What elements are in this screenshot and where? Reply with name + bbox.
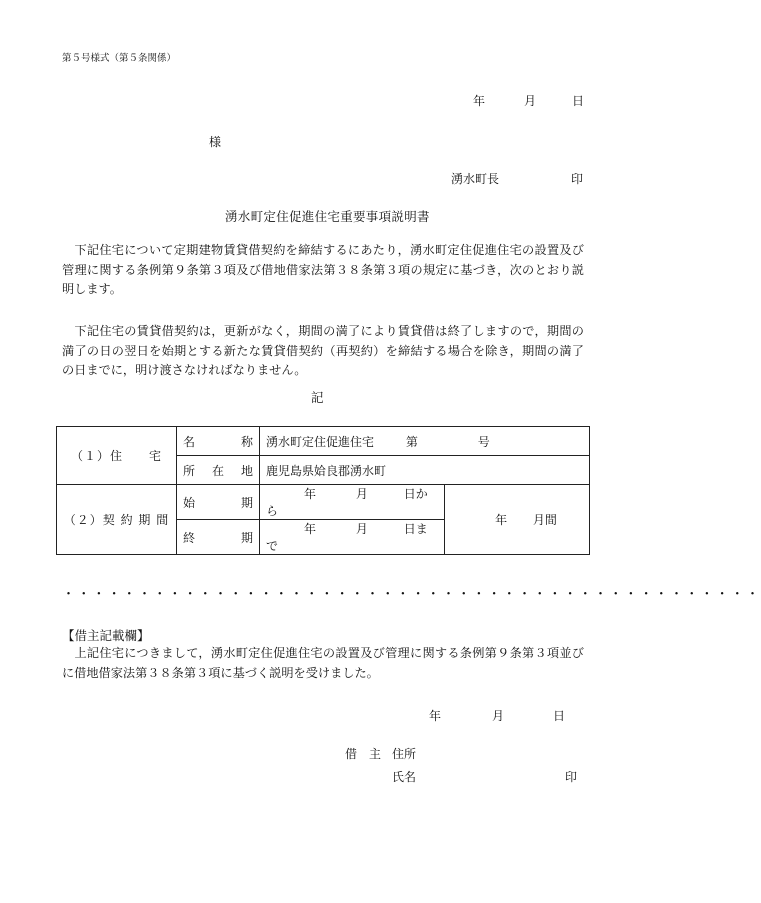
section-housing — [57, 427, 177, 485]
value-period-length — [445, 485, 590, 555]
value-housing-name — [260, 427, 590, 456]
cut-line-separator: ・・・・・・・・・・・・・・・・・・・・・・・・・・・・・・・・・・・・・・・・・・・・・・ — [62, 587, 761, 602]
housing-dai: 第 — [405, 434, 418, 449]
section-contract-period — [57, 485, 177, 555]
period-year: 年 — [495, 513, 508, 527]
end-day: 日まで — [266, 522, 428, 553]
borrower-label: 借 主 — [345, 747, 382, 761]
explanation-paragraph-2: 下記住宅の賃貸借契約は，更新がなく，期間の満了により賃貸借は終了しますので，期間の満了の日の翌日を始期とする新たな賃貸借契約（再契約）を締結する場合を除き，期間の満了の日までに，明け渡さなければなりません。 — [62, 324, 584, 377]
footer-date-day: 日 — [553, 709, 566, 723]
issuer: 湧水町長 — [451, 172, 500, 186]
value-location: 鹿児島県姶良郡湧水町 — [260, 456, 590, 485]
start-month: 月 — [355, 487, 368, 501]
period-months: 月間 — [532, 513, 557, 527]
label-location-a: 所 — [183, 463, 196, 478]
value-start-date — [260, 485, 445, 520]
value-end-date — [260, 520, 445, 555]
header-date-year: 年 — [473, 94, 486, 108]
label-location-b: 在 — [211, 463, 224, 478]
addressee-suffix: 様 — [209, 135, 222, 149]
header-date-month: 月 — [524, 94, 537, 108]
label-name — [177, 427, 260, 456]
document-title: 湧水町定住促進住宅重要事項説明書 — [225, 209, 430, 224]
ki-heading: 記 — [311, 390, 324, 405]
housing-info-table — [56, 426, 590, 555]
label-location — [177, 456, 260, 485]
borrower-section-heading: 【借主記載欄】 — [62, 628, 150, 643]
end-month: 月 — [355, 522, 368, 536]
section-contract-label: 契 約 期 間 — [102, 513, 170, 527]
label-location-c: 地 — [240, 463, 253, 478]
label-end-a: 終 — [183, 530, 196, 545]
start-day: 日から — [266, 487, 428, 518]
housing-go: 号 — [477, 434, 490, 449]
borrower-name-label: 氏名 — [392, 770, 417, 784]
section-housing-number: （１） — [70, 449, 110, 463]
borrower-address-label: 住所 — [392, 747, 417, 761]
end-year: 年 — [304, 522, 317, 536]
borrower-seal: 印 — [565, 770, 578, 784]
section-contract-number: （２） — [63, 513, 103, 527]
section-housing-label: 住 宅 — [110, 449, 163, 463]
label-name-a: 名 — [183, 434, 196, 449]
form-number: 第５号様式（第５条関係） — [62, 53, 177, 64]
label-end — [177, 520, 260, 555]
footer-date-month: 月 — [492, 709, 505, 723]
header-date-day: 日 — [572, 94, 585, 108]
housing-name-value: 湧水町定住促進住宅 — [266, 434, 375, 449]
borrower-confirmation-paragraph: 上記住宅につきまして，湧水町定住促進住宅の設置及び管理に関する条例第９条第３項並びに借地借家法第３８条第３項に基づく説明を受けました。 — [62, 646, 584, 680]
issuer-seal: 印 — [571, 172, 584, 186]
label-end-b: 期 — [240, 530, 253, 545]
footer-date-year: 年 — [429, 709, 442, 723]
label-name-b: 称 — [240, 434, 253, 449]
label-start-a: 始 — [183, 495, 196, 510]
start-year: 年 — [304, 487, 317, 501]
label-start — [177, 485, 260, 520]
label-start-b: 期 — [240, 495, 253, 510]
explanation-paragraph-1: 下記住宅について定期建物賃貸借契約を締結するにあたり，湧水町定住促進住宅の設置及び管理に関する条例第９条第３項及び借地借家法第３８条第３項の規定に基づき，次のとおり説明します。 — [62, 243, 584, 296]
